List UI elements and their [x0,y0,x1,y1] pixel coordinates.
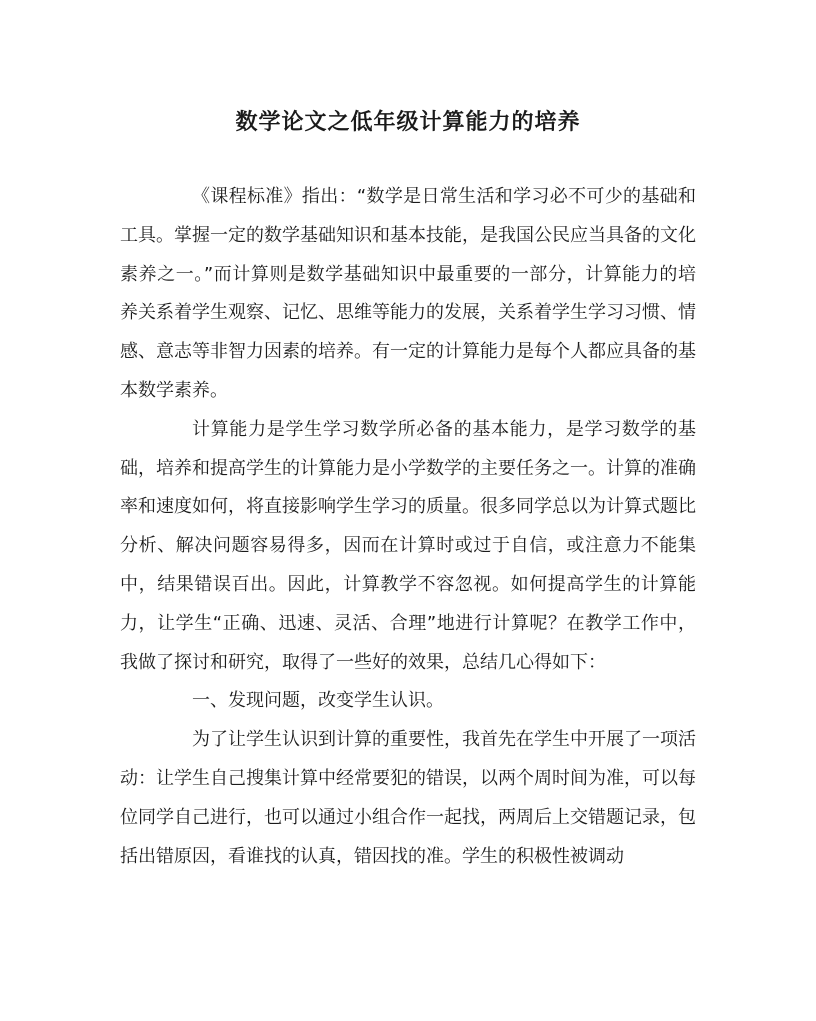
paragraph-4: 为了让学生认识到计算的重要性，我首先在学生中开展了一项活动：让学生自己搜集计算中经常要犯的错误，以两个周时间为准，可以每位同学自己进行，也可以通过小组合作一起找，两周后上交错题记录，包括出错原因，看谁找的认真，错因找的准。学生的积极性被调动 [120,729,696,867]
document-body [120,178,696,876]
paragraph-3: 一、发现问题，改变学生认识。 [192,690,444,712]
paragraph-1: 《课程标准》指出：“数学是日常生活和学习必不可少的基础和工具。掌握一定的数学基础知识和基本技能，是我国公民应当具备的文化素养之一。”而计算则是数学基础知识中最重要的一部分，计算能力的培养关系着学生观察、记忆、思维等能力的发展，关系着学生学习习惯、情感、意志等非智力因素的培养。有一定的计算能力是每个人都应具备的基本数学素养。 [120,186,696,401]
document-title: 数学论文之低年级计算能力的培养 [235,109,581,135]
paragraph-2: 计算能力是学生学习数学所必备的基本能力，是学习数学的基础，培养和提高学生的计算能力是小学数学的主要任务之一。计算的准确率和速度如何，将直接影响学生学习的质量。很多同学总以为计算式题比分析、解决问题容易得多，因而在计算时或过于自信，或注意力不能集中，结果错误百出。因此，计算教学不容忽视。如何提高学生的计算能力，让学生“正确、迅速、灵活、合理”地进行计算呢？在教学工作中，我做了探讨和研究，取得了一些好的效果，总结几心得如下： [120,418,696,673]
